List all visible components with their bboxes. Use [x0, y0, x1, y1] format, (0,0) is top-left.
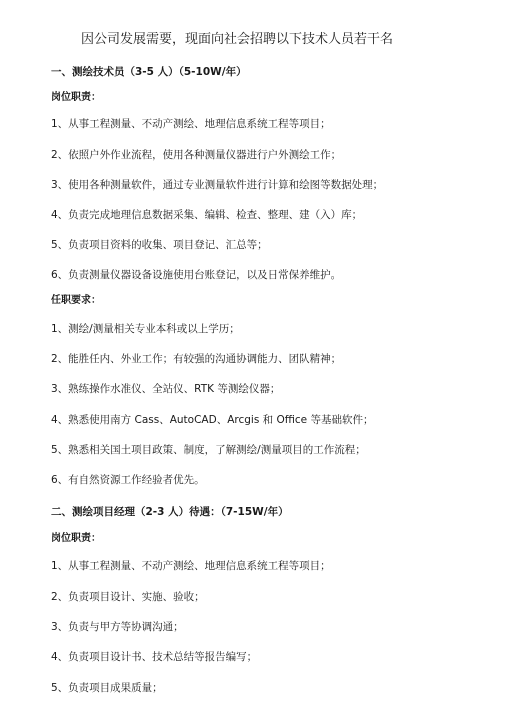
section2-duty-item: 1、从事工程测量、不动产测绘、地理信息系统工程等项目； — [51, 560, 331, 572]
section1-requirement-item: 2、能胜任内、外业工作；有较强的沟通协调能力、团队精神； — [51, 353, 342, 365]
section1-duty-item: 1、从事工程测量、不动产测绘、地理信息系统工程等项目； — [51, 118, 331, 130]
section2-heading: 二、测绘项目经理（2-3 人）待遇：（7-15W/年） — [51, 506, 289, 518]
section1-requirements-label: 任职要求： — [51, 295, 101, 306]
section2-duty-item: 5、负责项目成果质量； — [51, 682, 163, 694]
section1-duty-item: 6、负责测量仪器设备设施使用台账登记，以及日常保养维护。 — [51, 269, 342, 281]
section1-requirement-item: 1、测绘/测量相关专业本科或以上学历； — [51, 323, 240, 335]
section2-duty-item: 4、负责项目设计书、技术总结等报告编写； — [51, 651, 258, 663]
section1-duty-item: 2、依照户外作业流程，使用各种测量仪器进行户外测绘工作； — [51, 149, 342, 161]
page-title: 因公司发展需要，现面向社会招聘以下技术人员若干名 — [81, 32, 394, 47]
section1-requirement-item: 5、熟悉相关国土项目政策、制度，了解测绘/测量项目的工作流程； — [51, 444, 366, 456]
section2-duty-item: 3、负责与甲方等协调沟通； — [51, 621, 184, 633]
section1-duty-item: 5、负责项目资料的收集、项目登记、汇总等； — [51, 239, 268, 251]
section1-duties-label: 岗位职责： — [51, 92, 101, 103]
section2-duties-label: 岗位职责： — [51, 533, 101, 544]
section2-duty-item: 2、负责项目设计、实施、验收； — [51, 591, 205, 603]
section1-duty-item: 4、负责完成地理信息数据采集、编辑、检查、整理、建（入）库； — [51, 209, 363, 221]
section1-requirement-item: 3、熟练操作水准仪、全站仪、RTK 等测绘仪器； — [51, 383, 281, 395]
section1-heading: 一、测绘技术员（3-5 人）（5-10W/年） — [51, 66, 247, 78]
section1-requirement-item: 6、有自然资源工作经验者优先。 — [51, 474, 205, 486]
section1-duty-item: 3、使用各种测量软件，通过专业测量软件进行计算和绘图等数据处理； — [51, 179, 384, 191]
section1-requirement-item: 4、熟悉使用南方 Cass、AutoCAD、Arcgis 和 Office 等基础软件； — [51, 414, 374, 426]
